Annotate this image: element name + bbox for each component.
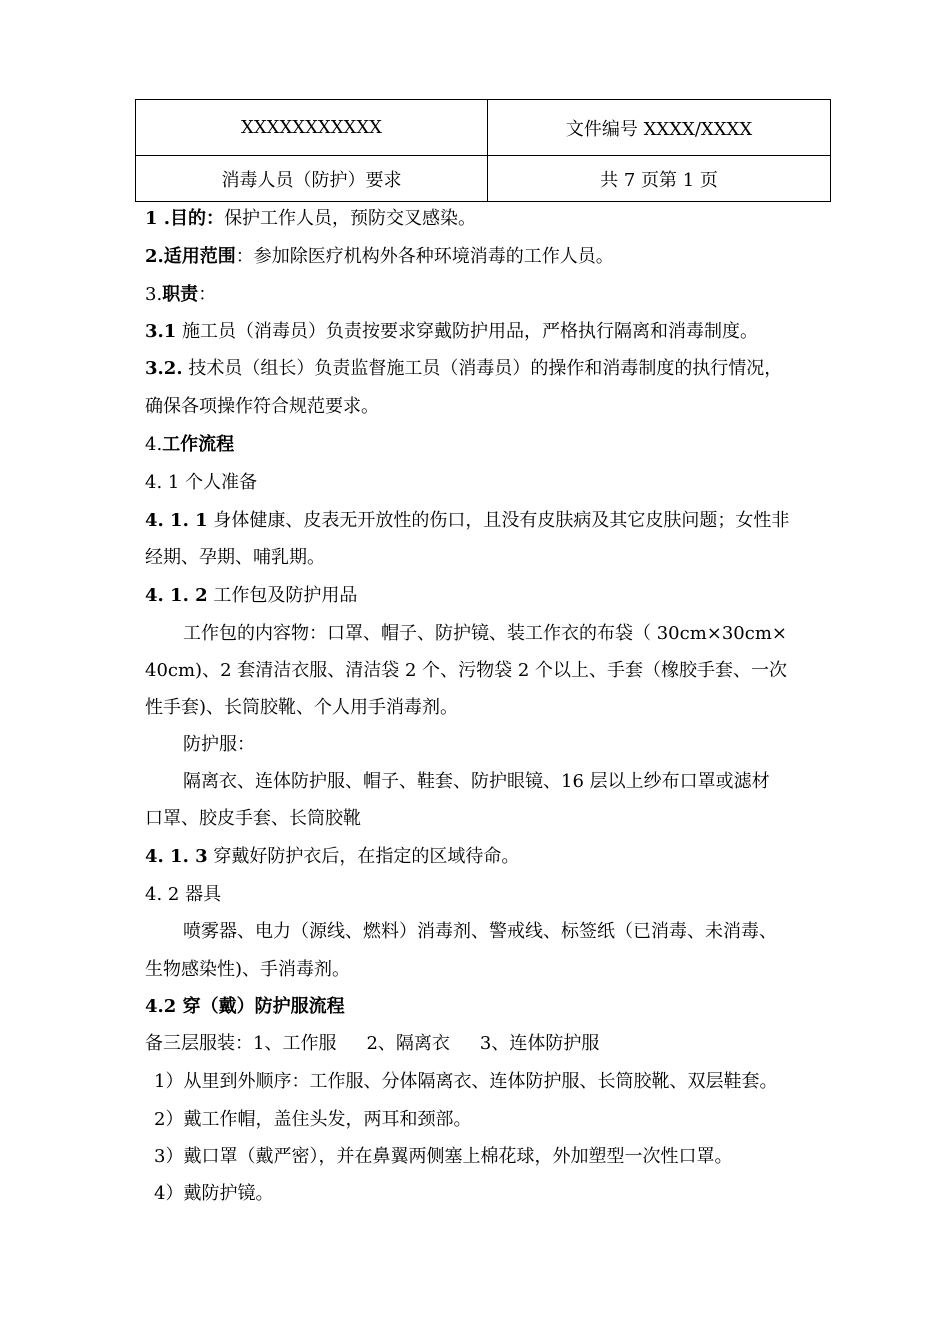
subsection-4-1: 4. 1 个人准备 [145, 472, 258, 493]
document-number: 文件编号 XXXX/XXXX [488, 100, 831, 156]
kit-contents: 工作包的内容物：口罩、帽子、防护镜、装工作衣的布袋（ 30cm×30cm× [183, 623, 787, 644]
step-2: 2）戴工作帽，盖住头发，两耳和颈部。 [154, 1109, 472, 1130]
subsection-4-2-equipment: 4. 2 器具 [145, 884, 222, 905]
step-4: 4）戴防护镜。 [154, 1183, 274, 1204]
three-layer-clothing: 备三层服装：1、工作服 2、隔离衣 3、连体防护服 [145, 1033, 600, 1054]
duty-3-2: 3.2. 技术员（组长）负责监督施工员（消毒员）的操作和消毒制度的执行情况， [145, 358, 783, 379]
document-title: 消毒人员（防护）要求 [136, 156, 488, 202]
duty-3-2-cont: 确保各项操作符合规范要求。 [145, 396, 379, 417]
current-page: 第 1 页 [659, 169, 718, 191]
equipment-list: 喷雾器、电力（源线、燃料）消毒剂、警戒线、标签纸（已消毒、未消毒、 [183, 921, 777, 942]
step-3: 3）戴口罩（戴严密），并在鼻翼两侧塞上棉花球，外加塑型一次性口罩。 [154, 1146, 733, 1167]
duty-3-1: 3.1 施工员（消毒员）负责按要求穿戴防护用品，严格执行隔离和消毒制度。 [145, 321, 759, 342]
item-4-1-1: 4. 1. 1 身体健康、皮表无开放性的伤口，且没有皮肤病及其它皮肤问题；女性非 [145, 510, 790, 531]
kit-contents-cont2: 性手套)、长筒胶靴、个人用手消毒剂。 [145, 697, 459, 718]
item-4-1-2: 4. 1. 2 工作包及防护用品 [145, 585, 358, 606]
step-1: 1）从里到外顺序：工作服、分体隔离衣、连体防护服、长筒胶靴、双层鞋套。 [154, 1071, 778, 1092]
protective-clothing-list-cont: 口罩、胶皮手套、长筒胶靴 [145, 808, 361, 829]
subsection-4-2-donning: 4.2 穿（戴）防护服流程 [145, 996, 345, 1017]
document-header-table [135, 99, 831, 202]
company-name: XXXXXXXXXXX [136, 100, 488, 156]
item-4-1-3: 4. 1. 3 穿戴好防护衣后，在指定的区域待命。 [145, 846, 520, 867]
total-pages: 共 7 页 [600, 169, 659, 191]
section-workflow: 4.工作流程 [145, 434, 235, 455]
protective-clothing-list: 隔离衣、连体防护服、帽子、鞋套、防护眼镜、16 层以上纱布口罩或滤材 [183, 771, 770, 792]
section-scope: 2.适用范围：参加除医疗机构外各种环境消毒的工作人员。 [145, 246, 614, 267]
kit-contents-cont1: 40cm)、2 套清洁衣服、清洁袋 2 个、污物袋 2 个以上、手套（橡胶手套、一次 [145, 660, 788, 681]
page-info [488, 156, 831, 202]
protective-clothing-label: 防护服： [183, 734, 255, 755]
item-4-1-1-cont: 经期、孕期、哺乳期。 [145, 547, 325, 568]
equipment-list-cont: 生物感染性)、手消毒剂。 [145, 959, 351, 980]
section-duties: 3.职责： [145, 284, 217, 305]
section-purpose: 1 .目的：保护工作人员，预防交叉感染。 [145, 208, 477, 229]
